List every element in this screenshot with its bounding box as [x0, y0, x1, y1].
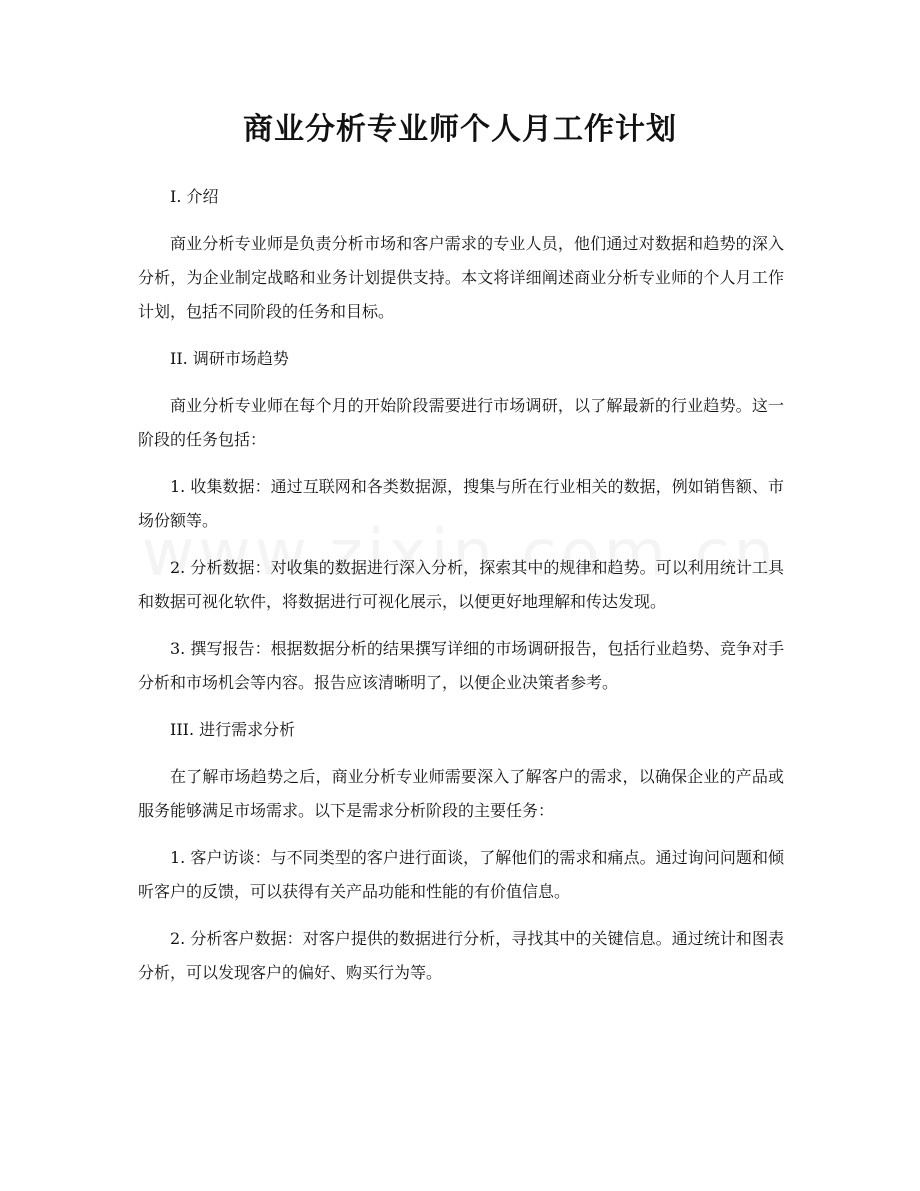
list-item: 1. 收集数据：通过互联网和各类数据源，搜集与所在行业相关的数据，例如销售额、市场份额等。 [138, 477, 784, 530]
paragraph: 在了解市场趋势之后，商业分析专业师需要深入了解客户的需求，以确保企业的产品或服务能够满足市场需求。以下是需求分析阶段的主要任务： [138, 767, 784, 820]
section-heading-requirements: III. 进行需求分析 [170, 720, 296, 739]
section-heading-intro: I. 介绍 [170, 187, 219, 206]
list-item: 1. 客户访谈：与不同类型的客户进行面谈，了解他们的需求和痛点。通过询问问题和倾听客户的反馈，可以获得有关产品功能和性能的有价值信息。 [138, 848, 784, 901]
section-heading-market-trends: II. 调研市场趋势 [170, 349, 289, 368]
list-item: 2. 分析客户数据：对客户提供的数据进行分析，寻找其中的关键信息。通过统计和图表分析，可以发现客户的偏好、购买行为等。 [138, 929, 784, 982]
document-body [138, 180, 784, 1003]
list-item: 2. 分析数据：对收集的数据进行深入分析，探索其中的规律和趋势。可以利用统计工具和数据可视化软件，将数据进行可视化展示，以便更好地理解和传达发现。 [138, 558, 784, 611]
paragraph: 商业分析专业师是负责分析市场和客户需求的专业人员，他们通过对数据和趋势的深入分析，为企业制定战略和业务计划提供支持。本文将详细阐述商业分析专业师的个人月工作计划，包括不同阶段的任务和目标。 [138, 234, 784, 321]
paragraph: 商业分析专业师在每个月的开始阶段需要进行市场调研，以了解最新的行业趋势。这一阶段的任务包括： [138, 396, 784, 449]
list-item: 3. 撰写报告：根据数据分析的结果撰写详细的市场调研报告，包括行业趋势、竞争对手分析和市场机会等内容。报告应该清晰明了，以便企业决策者参考。 [138, 639, 784, 692]
page-title: 商业分析专业师个人月工作计划 [243, 112, 677, 147]
